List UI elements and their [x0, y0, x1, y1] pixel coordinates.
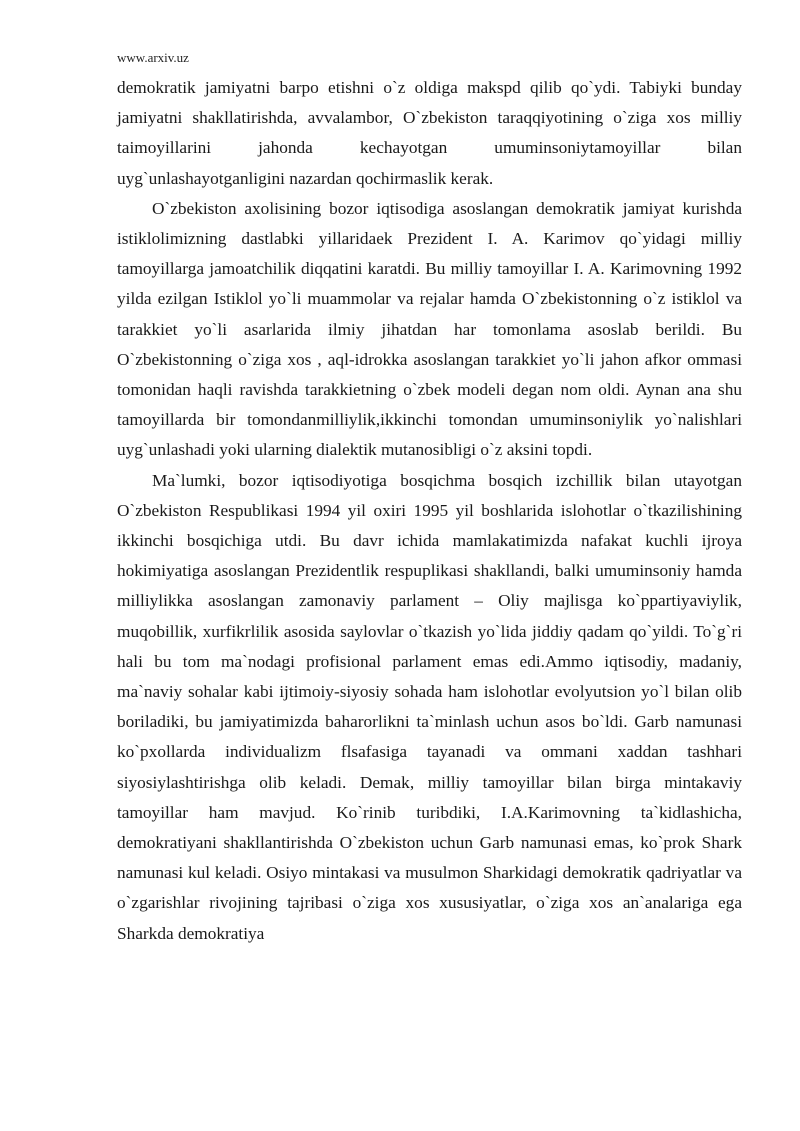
paragraph: Ma`lumki, bozor iqtisodiyotiga bosqichma bosqich izchillik bilan utayotgan O`zbekiston Respublikasi 1994 yil oxiri 1995 yil boshlarida islohotlar o`tkazilishining ikkinchi bosqichiga utdi. Bu davr ichida mamlakatimizda nafakat kuchli ijroya hokimiyatiga asoslangan Prezidentlik respuplikasi shakllandi, balki umuminsoniy hamda milliylikka asoslangan zamonaviy parlament – Oliy majlisga ko`ppartiyaviylik, muqobillik, xurfikrlilik asosida saylovlar o`tkazish yo`lida jiddiy qadam qo`yildi. To`g`ri hali bu tom ma`nodagi profisional parlament emas edi.Ammo iqtisodiy, madaniy, ma`naviy sohalar kabi ijtimoiy-siyosiy sohada ham islohotlar evolyutsion yo`l bilan olib boriladiki, bu jamiyatimizda baharorlikni ta`minlash uchun asos bo`ldi. Garb namunasi ko`pxollarda individualizm flsafasiga tayanadi va ommani xaddan tashhari siyosiylashtirishga olib keladi. Demak, milliy tamoyillar bilan birga mintakaviy tamoyillar ham mavjud. Ko`rinib turibdiki, I.A.Karimovning ta`kidlashicha, demokratiyani shakllantirishda O`zbekiston uchun Garb namunasi emas, ko`prok Shark namunasi kul keladi. Osiyo mintakasi va musulmon Sharkidagi demokratik qadriyatlar va o`zgarishlar rivojining tajribasi o`ziga xos xususiyatlar, o`ziga xos an`analariga ega Sharkda demokratiya: [117, 470, 742, 943]
paragraph-continuation: demokratik jamiyatni barpo etishni o`z oldiga makspd qilib qo`ydi. Tabiyki bunday jamiyatni shakllatirishda, avvalambor, O`zbekiston taraqqiyotining o`ziga xos milliy taimoyillarini jahonda kechayotgan umuminsoniytamoyillar bilan uyg`unlashayotganligini nazardan qochirmaslik kerak.: [117, 78, 742, 188]
paragraph: O`zbekiston axolisining bozor iqtisodiga asoslangan demokratik jamiyat kurishda istiklolimizning dastlabki yillaridaek Prezident I. A. Karimov qo`yidagi milliy tamoyillarga jamoatchilik diqqatini karatdi. Bu milliy tamoyillar I. A. Karimovning 1992 yilda ezilgan Istiklol yo`li muammolar va rejalar hamda O`zbekistonning o`z istiklol va tarakkiet yo`li asarlarida ilmiy jihatdan har tomonlama asoslab berildi. Bu O`zbekistonning o`ziga xos , aql-idrokka asoslangan tarakkiet yo`li jahon afkor ommasi tomonidan haqli ravishda tarakkietning o`zbek modeli degan nom oldi. Aynan ana shu tamoyillarda bir tomondanmilliylik,ikkinchi tomondan umuminsoniylik yo`nalishlari uyg`unlashadi yoki ularning dialektik mutanosibligi o`z aksini topdi.: [117, 198, 742, 460]
document-body: [117, 73, 742, 949]
site-url-header: www.arxiv.uz: [117, 50, 189, 65]
